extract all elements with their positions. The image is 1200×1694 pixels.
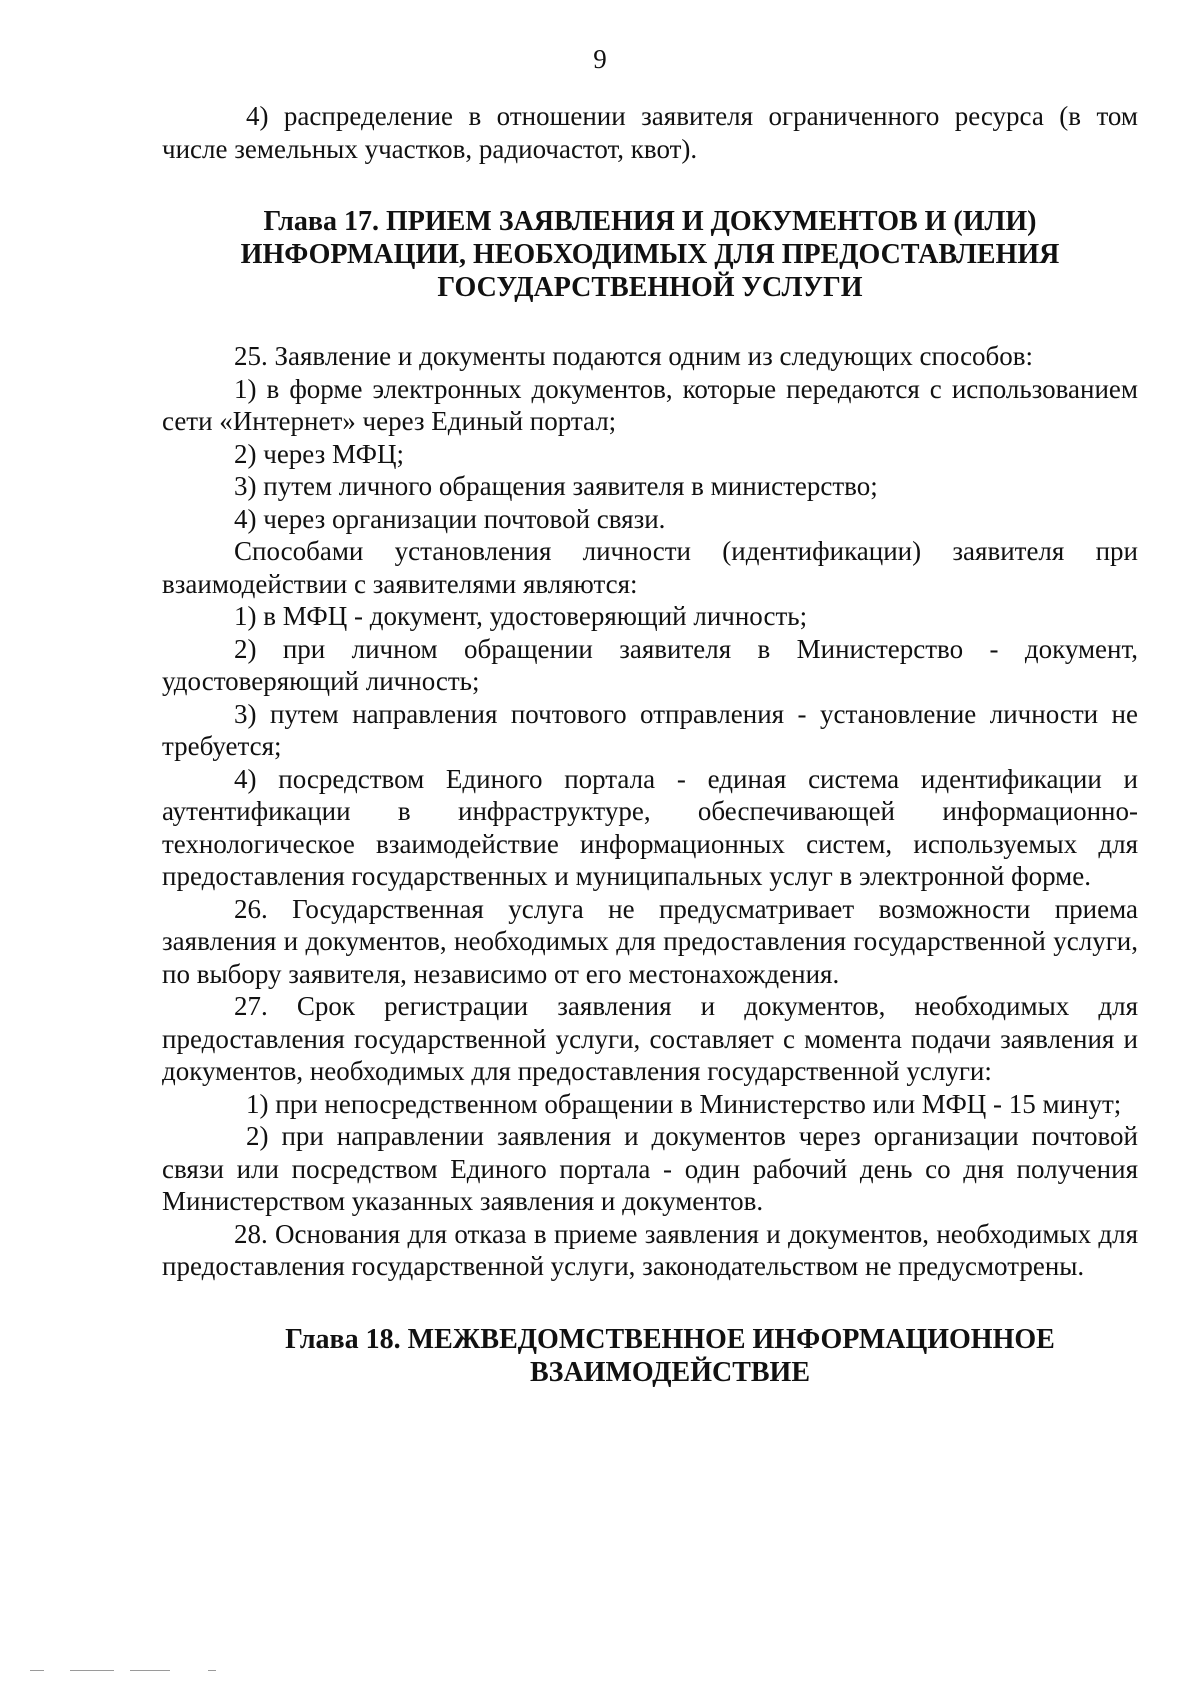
paragraph-26: 26. Государственная услуга не предусматривает возможности приема заявления и документов, необходимых для предоставления государственной услуги, по выбору заявителя, независимо от его местонахождения. — [162, 893, 1138, 989]
paragraph-27-item-2: 2) при направлении заявления и документов через организации почтовой связи или посредством Единого портала - один рабочий день со дня получения Министерством указанных заявления и документов. — [162, 1121, 1138, 1216]
page-number: 9 — [593, 44, 607, 74]
paragraph-identification-item-1: 1) в МФЦ - документ, удостоверяющий личность; — [234, 601, 808, 631]
chapter-18-heading: Глава 18. МЕЖВЕДОМСТВЕННОЕ ИНФОРМАЦИОННОЕ ВЗАИМОДЕЙСТВИЕ — [285, 1323, 1055, 1388]
paragraph-identification-item-2: 2) при личном обращении заявителя в Министерство - документ, удостоверяющий личность; — [162, 633, 1138, 696]
paragraph-identification-intro: Способами установления личности (идентификации) заявителя при взаимодействии с заявителями являются: — [162, 536, 1138, 599]
paragraph-28: 28. Основания для отказа в приеме заявления и документов, необходимых для предоставления государственной услуги, законодательством не предусмотрены. — [162, 1218, 1138, 1281]
paragraph-27: 27. Срок регистрации заявления и документов, необходимых для предоставления государственной услуги, составляет с момента подачи заявления и документов, необходимых для предоставления государственной услуги: — [162, 991, 1138, 1086]
paragraph-identification-item-3: 3) путем направления почтового отправления - установление личности не требуется; — [162, 698, 1138, 761]
scan-artifact-marks — [30, 1668, 250, 1674]
paragraph-25-item-4: 4) через организации почтовой связи. — [234, 503, 666, 534]
paragraph-27-item-1: 1) при непосредственном обращении в Министерство или МФЦ - 15 минут; — [246, 1088, 1122, 1119]
paragraph-25-item-1: 1) в форме электронных документов, которые передаются с использованием сети «Интернет» через Единый портал; — [162, 373, 1138, 436]
chapter-17-heading: Глава 17. ПРИЕМ ЗАЯВЛЕНИЯ И ДОКУМЕНТОВ И (ИЛИ) ИНФОРМАЦИИ, НЕОБХОДИМЫХ ДЛЯ ПРЕДОСТАВЛЕНИЯ ГОСУДАРСТВЕННОЙ УСЛУГИ — [240, 206, 1060, 303]
paragraph-resource-distribution: 4) распределение в отношении заявителя ограниченного ресурса (в том числе земельных участков, радиочастот, квот). — [162, 101, 1138, 164]
paragraph-25-item-2: 2) через МФЦ; — [234, 438, 405, 469]
paragraph-25: 25. Заявление и документы подаются одним из следующих способов: — [234, 341, 1034, 371]
paragraph-25-item-3: 3) путем личного обращения заявителя в министерство; — [234, 471, 878, 501]
document-body — [162, 100, 1138, 1389]
paragraph-identification-item-4: 4) посредством Единого портала - единая система идентификации и аутентификации в инфраструктуре, обеспечивающей информационно-технологическое взаимодействие информационных систем, используемых для предоставления государственных и муниципальных услуг в электронной форме. — [162, 763, 1138, 891]
